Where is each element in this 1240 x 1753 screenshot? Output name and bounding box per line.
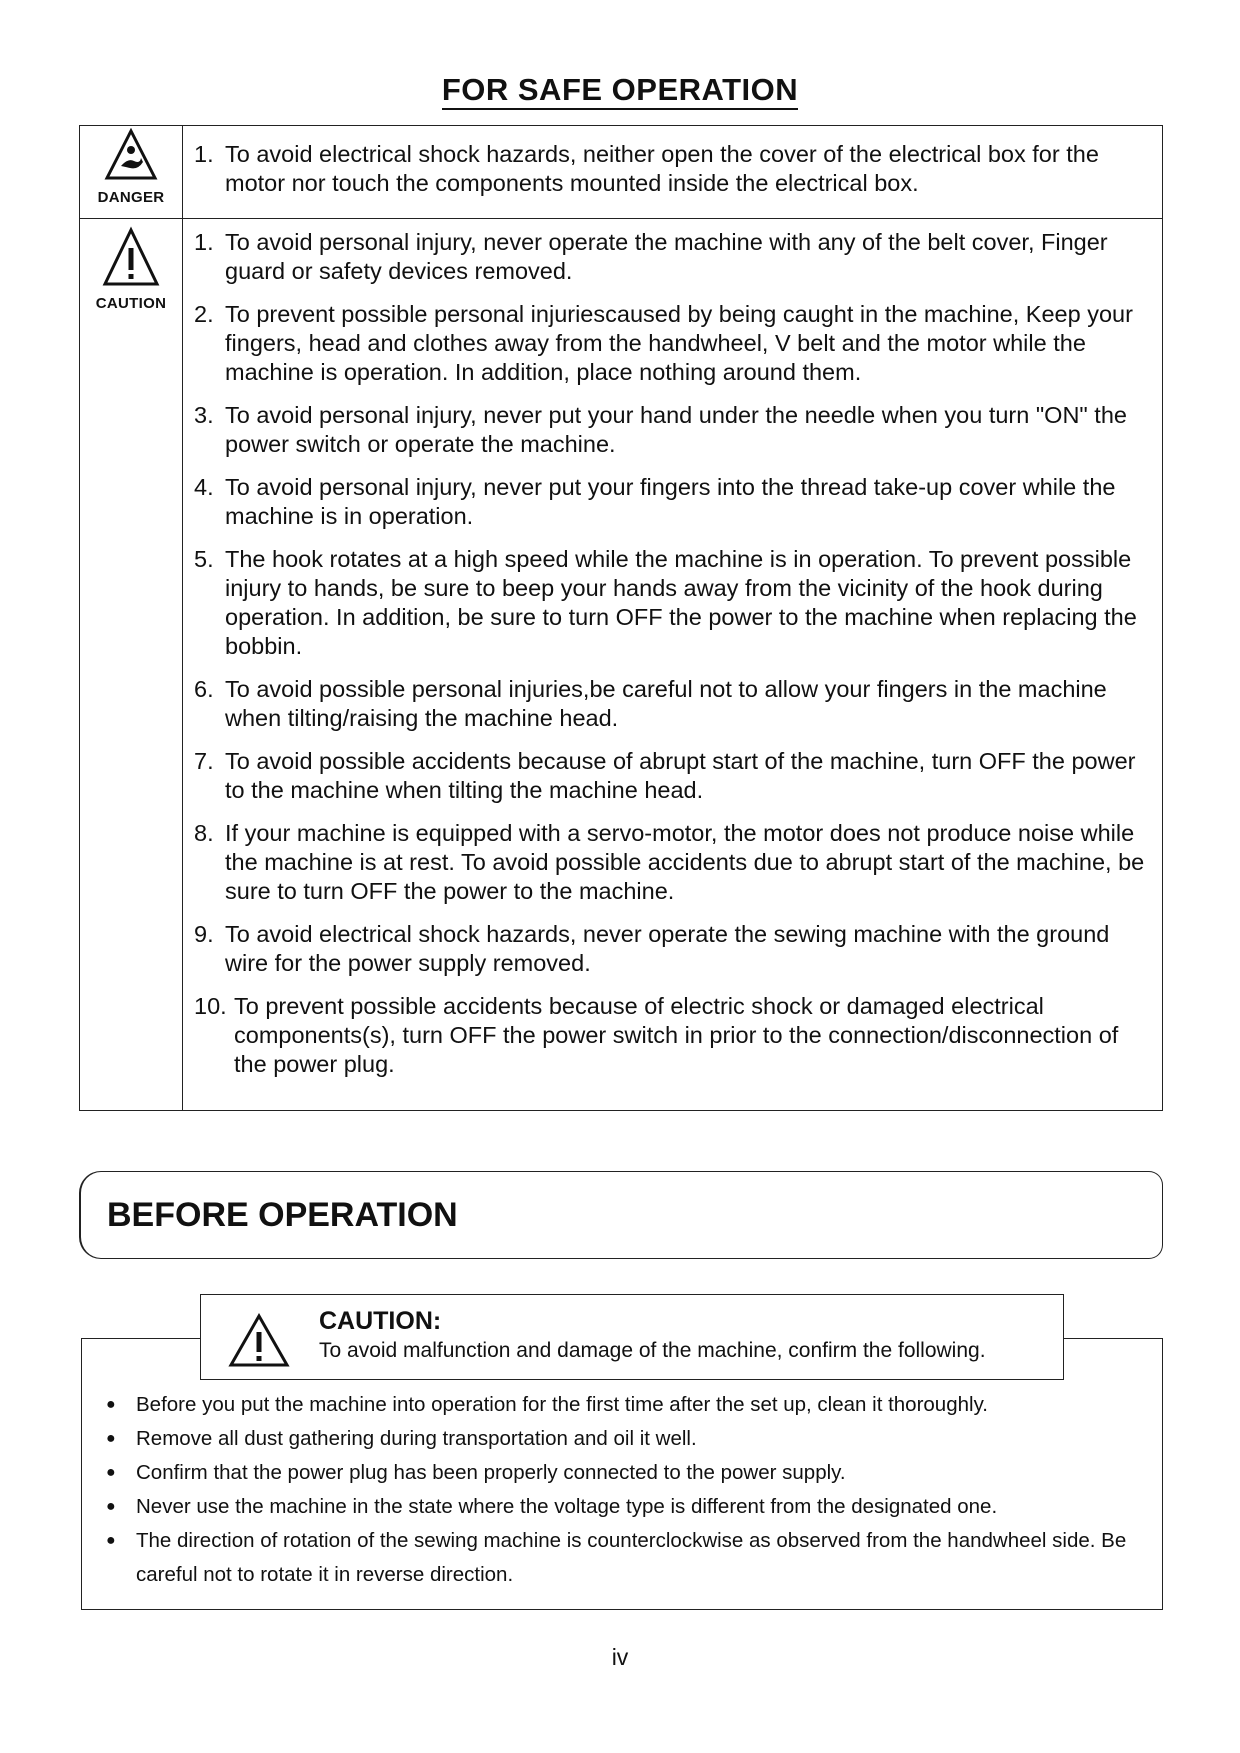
checklist — [106, 1388, 1156, 1592]
list-item: 8. If your machine is equipped with a servo-motor, the motor does not produce noise while the machine is at rest. To avoid possible accidents due to abrupt start of the machine, be sure to turn OFF the power to the machine. — [194, 820, 1145, 904]
before-operation-heading: BEFORE OPERATION — [107, 1196, 458, 1234]
list-item: 3. To avoid personal injury, never put your hand under the needle when you turn "ON" the power switch or operate the machine. — [194, 402, 1127, 457]
list-item: ● Never use the machine in the state where the voltage type is different from the designated one. — [106, 1490, 1156, 1524]
caution-cell — [80, 226, 182, 312]
caution-list — [194, 228, 1154, 1093]
list-item: 1. To avoid personal injury, never operate the machine with any of the belt cover, Finger guard or safety devices removed. — [194, 229, 1108, 284]
caution-warning-icon — [227, 1313, 291, 1369]
danger-warning-icon — [104, 128, 158, 184]
danger-label: DANGER — [97, 189, 165, 206]
caution-label: CAUTION — [95, 295, 167, 312]
list-item: ● The direction of rotation of the sewing machine is counterclockwise as observed from the handwheel side. Be careful not to rotate it in reverse direction. — [106, 1524, 1156, 1592]
list-item: ● Confirm that the power plug has been properly connected to the power supply. — [106, 1456, 1156, 1490]
list-item: 6. To avoid possible personal injuries,be careful not to allow your fingers in the machine when tilting/raising the machine head. — [194, 676, 1107, 731]
caution-warning-icon — [101, 226, 161, 290]
list-item: 5. The hook rotates at a high speed while the machine is in operation. To prevent possible injury to hands, be sure to beep your hands away from the vicinity of the hook during operation. In addition, be sure to turn OFF the power to the machine when replacing the bobbin. — [194, 546, 1137, 659]
safety-table — [79, 125, 1163, 1111]
caution-text: To avoid malfunction and damage of the machine, confirm the following. — [319, 1339, 986, 1362]
list-item: ● Before you put the machine into operation for the first time after the set up, clean it thoroughly. — [106, 1388, 1156, 1422]
page-title: FOR SAFE OPERATION — [0, 72, 1240, 108]
caution-heading: CAUTION: — [319, 1307, 442, 1335]
list-item: 7. To avoid possible accidents because of abrupt start of the machine, turn OFF the power to the machine when tilting the machine head. — [194, 748, 1136, 803]
list-item: 4. To avoid personal injury, never put your fingers into the thread take-up cover while the machine is in operation. — [194, 474, 1116, 529]
danger-cell — [80, 128, 182, 206]
caution-callout — [200, 1294, 1064, 1380]
list-item: ● Remove all dust gathering during transportation and oil it well. — [106, 1422, 1156, 1456]
list-item: 2. To prevent possible personal injuriescaused by being caught in the machine, Keep your fingers, head and clothes away from the handwheel, V belt and the motor while the machine is operation. In addition, place nothing around them. — [194, 301, 1133, 385]
list-item: 1. To avoid electrical shock hazards, neither open the cover of the electrical box for the motor nor touch the components mounted inside the electrical box. — [194, 141, 1099, 196]
danger-list — [194, 140, 1154, 212]
list-item: 9. To avoid electrical shock hazards, never operate the sewing machine with the ground wire for the power supply removed. — [194, 921, 1110, 976]
list-item: 10. To prevent possible accidents because of electric shock or damaged electrical components(s), turn OFF the power switch in prior to the connection/disconnection of the power plug. — [194, 993, 1119, 1077]
page-number: iv — [611, 1644, 629, 1670]
before-operation-banner — [79, 1171, 1163, 1259]
